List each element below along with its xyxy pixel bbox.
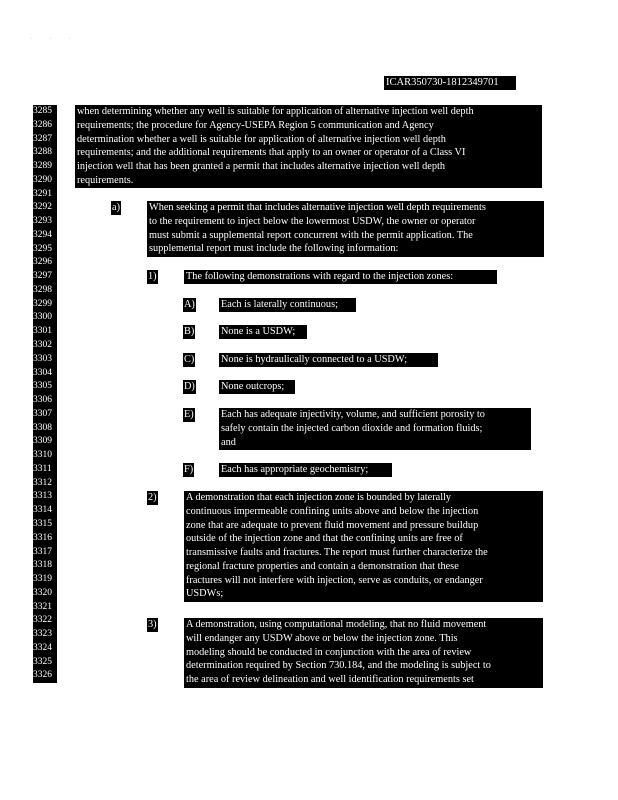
subsection-a-text xyxy=(147,201,544,257)
text-line: requirements; the procedure for Agency-USEPA Region 5 communication and Agency xyxy=(77,119,434,131)
text-line: Each is laterally continuous; xyxy=(221,299,338,310)
line-number: 3318 xyxy=(33,559,57,573)
item-D-text xyxy=(219,380,295,394)
text-line: zone that are adequate to prevent fluid movement and pressure buildup xyxy=(186,519,479,531)
line-number: 3310 xyxy=(33,449,57,463)
item-E-label: E) xyxy=(184,409,194,420)
item-A-label: A) xyxy=(184,299,195,310)
text-line: USDWs; xyxy=(186,588,224,600)
line-number: 3311 xyxy=(33,463,57,477)
line-number: 3291 xyxy=(33,188,57,202)
line-number: 3286 xyxy=(33,119,57,133)
text-line: regional fracture properties and contain a demonstration that these xyxy=(186,560,459,572)
text-line: must submit a supplemental report concurrent with the permit application. The xyxy=(149,229,473,241)
line-number: 3326 xyxy=(33,669,57,683)
line-number: 3313 xyxy=(33,490,57,504)
item-F-text xyxy=(219,463,392,477)
item-3-label: 3) xyxy=(148,619,157,630)
text-line: when determining whether any well is suitable for application of alternative injection well depth xyxy=(77,106,474,117)
text-line: Each has adequate injectivity, volume, and sufficient porosity to xyxy=(221,409,485,420)
line-number: 3297 xyxy=(33,270,57,284)
line-number: 3309 xyxy=(33,435,57,449)
line-number: 3301 xyxy=(33,325,57,339)
item-C-label: C) xyxy=(184,354,195,365)
scan-speckles: · · · xyxy=(30,36,79,42)
text-line: to the requirement to inject below the lowermost USDW, the owner or operator xyxy=(149,215,476,227)
line-number: 3292 xyxy=(33,201,57,215)
line-number: 3303 xyxy=(33,353,57,367)
line-number: 3285 xyxy=(33,105,57,119)
line-number: 3293 xyxy=(33,215,57,229)
text-line: requirements. xyxy=(77,174,134,186)
line-number: 3305 xyxy=(33,380,57,394)
line-number: 3299 xyxy=(33,298,57,312)
text-line: will endanger any USDW above or below the injection zone. This xyxy=(186,632,458,644)
text-line: determination whether a well is suitable for application of alternative injection well depth xyxy=(77,133,446,145)
text-line: and xyxy=(221,436,236,448)
line-number: 3300 xyxy=(33,311,57,325)
text-line: fractures will not interfere with injection, serve as conduits, or endanger xyxy=(186,574,483,586)
text-line: A demonstration, using computational modeling, that no fluid movement xyxy=(186,619,487,630)
item-E-text xyxy=(219,408,531,450)
subsection-a-label: a) xyxy=(112,202,120,213)
line-number: 3324 xyxy=(33,642,57,656)
line-number: 3320 xyxy=(33,587,57,601)
item-2-text xyxy=(184,491,543,602)
line-number: 3322 xyxy=(33,614,57,628)
line-number-column xyxy=(33,105,57,683)
line-number: 3315 xyxy=(33,518,57,532)
line-number: 3325 xyxy=(33,656,57,670)
item-A-text xyxy=(219,298,356,312)
text-line: requirements; and the additional requirements that apply to an owner or operator of a Class VI xyxy=(77,147,466,159)
line-number: 3304 xyxy=(33,367,57,381)
item-2-label: 2) xyxy=(148,492,157,503)
text-line: safely contain the injected carbon dioxide and formation fluids; xyxy=(221,422,483,434)
text-line: None outcrops; xyxy=(221,381,285,392)
document-id-header: ICAR350730-1812349701 xyxy=(384,76,516,90)
text-line: supplemental report must include the following information: xyxy=(149,243,399,255)
text-line: A demonstration that each injection zone is bounded by laterally xyxy=(186,492,452,503)
item-F-label: F) xyxy=(184,464,194,475)
item-B-text xyxy=(219,325,307,339)
line-number: 3287 xyxy=(33,133,57,147)
line-number: 3290 xyxy=(33,174,57,188)
text-line: determination required by Section 730.184, and the modeling is subject to xyxy=(186,660,491,672)
item-C-text xyxy=(219,353,438,367)
line-number: 3314 xyxy=(33,504,57,518)
line-number: 3306 xyxy=(33,394,57,408)
line-number: 3316 xyxy=(33,532,57,546)
intro-paragraph xyxy=(75,105,542,188)
text-line: modeling should be conducted in conjunction with the area of review xyxy=(186,646,472,658)
text-line: the area of review delineation and well identification requirements set xyxy=(186,674,474,686)
line-number: 3302 xyxy=(33,339,57,353)
line-number: 3289 xyxy=(33,160,57,174)
text-line: transmissive faults and fractures. The report must further characterize the xyxy=(186,547,488,559)
item-3-text xyxy=(184,618,543,688)
text-line: None is a USDW; xyxy=(221,326,296,337)
item-D-label: D) xyxy=(184,381,195,392)
text-line: When seeking a permit that includes alternative injection well depth requirements xyxy=(149,202,486,213)
line-number: 3296 xyxy=(33,256,57,270)
line-number: 3288 xyxy=(33,146,57,160)
line-number: 3317 xyxy=(33,546,57,560)
line-number: 3294 xyxy=(33,229,57,243)
line-number: 3298 xyxy=(33,284,57,298)
item-1-label: 1) xyxy=(148,271,157,282)
text-line: injection well that has been granted a permit that includes alternative injection well depth xyxy=(77,161,445,173)
text-line: The following demonstrations with regard to the injection zones: xyxy=(186,271,454,282)
item-1-text xyxy=(184,270,497,284)
line-number: 3321 xyxy=(33,601,57,615)
line-number: 3307 xyxy=(33,408,57,422)
line-number: 3308 xyxy=(33,422,57,436)
text-line: Each has appropriate geochemistry; xyxy=(221,464,369,475)
line-number: 3319 xyxy=(33,573,57,587)
text-line: outside of the injection zone and that the confining units are free of xyxy=(186,533,463,545)
line-number: 3323 xyxy=(33,628,57,642)
line-number: 3295 xyxy=(33,243,57,257)
item-B-label: B) xyxy=(184,326,195,337)
text-line: continuous impermeable confining units above and below the injection xyxy=(186,505,479,517)
line-number: 3312 xyxy=(33,477,57,491)
text-line: None is hydraulically connected to a USDW; xyxy=(221,354,408,365)
